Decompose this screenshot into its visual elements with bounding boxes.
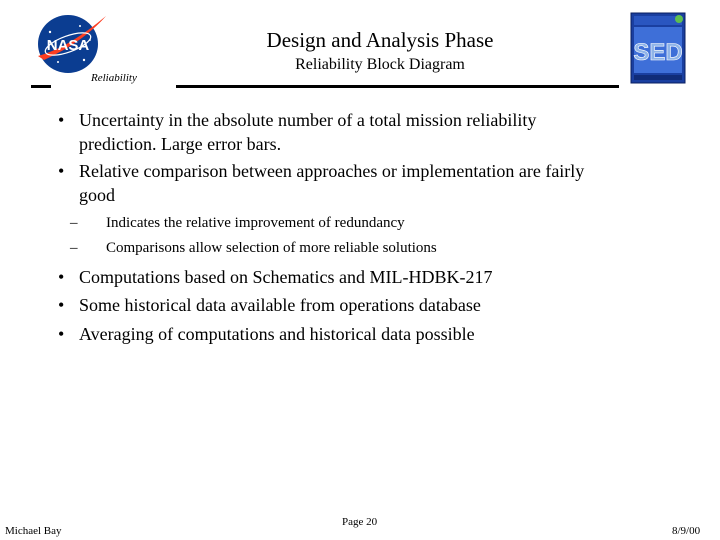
bullet-text-line: Some historical data available from operations database <box>79 295 481 315</box>
footer-date: 8/9/00 <box>672 525 701 537</box>
header-rule <box>176 85 619 88</box>
bullet-marker: • <box>58 324 65 344</box>
bullet-text-line: prediction. Large error bars. <box>79 134 282 154</box>
sub-bullet-text: Indicates the relative improvement of redundancy <box>106 215 405 231</box>
sed-logo-icon <box>630 12 686 84</box>
bullet-text-line: Computations based on Schematics and MIL-HDBK-217 <box>79 267 493 287</box>
slide-title: Design and Analysis Phase <box>266 28 494 52</box>
sed-logo-text: SED <box>633 39 683 66</box>
bullet-marker: • <box>58 161 65 181</box>
bullet-text-line: Uncertainty in the absolute number of a total mission reliability <box>79 110 537 130</box>
bullet-text-line: Averaging of computations and historical data possible <box>79 324 475 344</box>
bullet-text-line: Relative comparison between approaches or implementation are fairly <box>79 161 585 181</box>
header-rule-left <box>31 85 51 88</box>
nasa-logo-icon <box>30 10 108 76</box>
sub-bullet-text: Comparisons allow selection of more reliable solutions <box>106 240 437 256</box>
bullet-marker: • <box>58 267 65 287</box>
sub-bullet-marker: – <box>70 215 78 231</box>
bullet-marker: • <box>58 295 65 315</box>
section-label: Reliability <box>91 72 137 84</box>
footer-author: Michael Bay <box>5 525 62 537</box>
sub-bullet-marker: – <box>70 240 78 256</box>
footer-page-number: Page 20 <box>342 516 378 528</box>
nasa-logo-text: NASA <box>46 37 90 54</box>
bullet-marker: • <box>58 110 65 130</box>
slide-subtitle: Reliability Block Diagram <box>295 56 465 73</box>
bullet-text-line: good <box>79 185 115 205</box>
